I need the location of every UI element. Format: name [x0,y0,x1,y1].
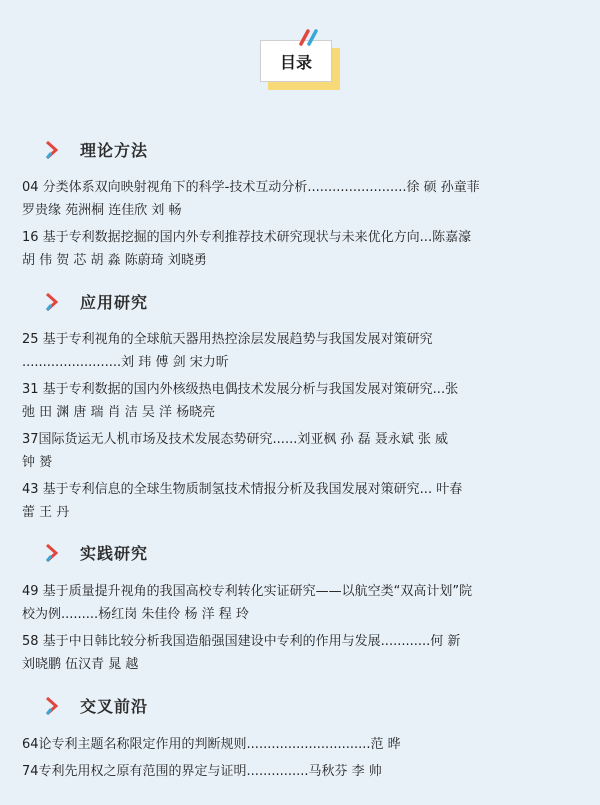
section-label: 交叉前沿 [80,697,149,716]
toc-line: 校为例.........杨红岗 朱佳伶 杨 洋 程 玲 [22,607,249,622]
toc-title-badge [260,40,338,88]
toc-line: 37国际货运无人机市场及技术发展态势研究......刘亚枫 孙 磊 聂永斌 张 威 [22,432,448,447]
toc-line: 58 基于中日韩比较分析我国造船强国建设中专利的作用与发展............何 新 [22,634,461,649]
section-header-application [44,290,148,313]
toc-line: 64论专利主题名称限定作用的判断规则..............................范 晔 [22,737,401,752]
toc-line: 25 基于专利视角的全球航天器用热控涂层发展趋势与我国发展对策研究 [22,332,433,347]
toc-line: 胡 伟 贺 芯 胡 淼 陈蔚琦 刘晓勇 [22,253,207,268]
toc-line: 74专利先用权之原有范围的界定与证明...............马秋芬 李 帅 [22,764,382,779]
section-label: 实践研究 [80,544,149,563]
page-title: 目录 [260,40,332,82]
section-header-frontier [44,694,148,717]
toc-line: ........................刘 玮 傅 剑 宋力昕 [22,355,229,370]
toc-line: 16 基于专利数据挖掘的国内外专利推荐技术研究现状与未来优化方向...陈嘉濠 [22,230,472,245]
toc-line: 钟 赟 [22,455,53,470]
toc-line: 刘晓鹏 伍汉青 晁 越 [22,657,139,672]
section-header-practice [44,541,148,564]
toc-line: 43 基于专利信息的全球生物质制氢技术情报分析及我国发展对策研究... 叶春 [22,482,463,497]
section-label: 理论方法 [80,141,149,160]
slash-decoration-icon [296,28,320,46]
chevron-right-icon [44,543,60,563]
toc-line: 04 分类体系双向映射视角下的科学-技术互动分析........................徐 硕 孙童菲 [22,180,480,195]
toc-line: 蕾 王 丹 [22,505,70,520]
toc-line: 罗贵缘 苑洲桐 连佳欣 刘 畅 [22,203,182,218]
section-header-theory [44,138,148,161]
chevron-right-icon [44,292,60,312]
toc-line: 49 基于质量提升视角的我国高校专利转化实证研究——以航空类“双高计划”院 [22,584,473,599]
section-label: 应用研究 [80,293,149,312]
toc-line: 31 基于专利数据的国内外核级热电偶技术发展分析与我国发展对策研究...张 [22,382,459,397]
chevron-right-icon [44,696,60,716]
chevron-right-icon [44,140,60,160]
toc-line: 弛 田 渊 唐 瑞 肖 洁 吴 洋 杨晓亮 [22,405,216,420]
